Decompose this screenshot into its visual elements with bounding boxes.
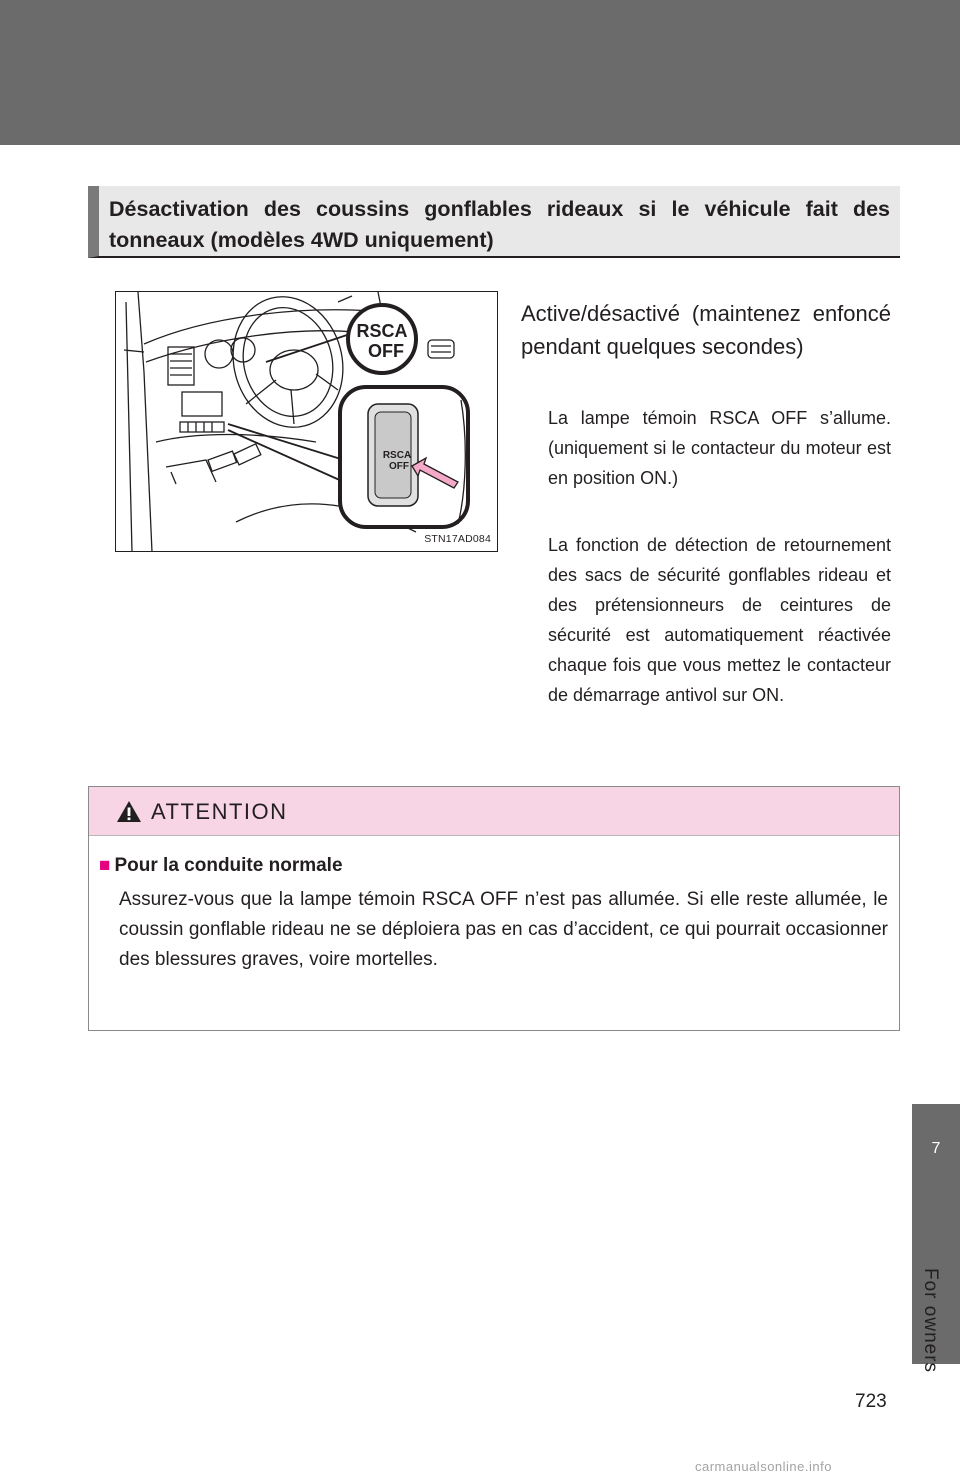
dashboard-illustration (115, 291, 498, 552)
figure-code: STN17AD084 (424, 533, 491, 545)
caution-item-text: Assurez-vous que la lampe témoin RSCA OFF n’est pas allumée. Si elle reste allumée, le coussin gonflable rideau ne se déploiera pas en cas d’accident, ce qui pourrait occasionner des blessures graves, voire mortelles. (119, 889, 888, 970)
section-heading: Désactivation des coussins gonflables rideaux si le véhicule fait des tonneaux (modèles 4WD uniquement) (88, 186, 900, 258)
callout-label-line1: RSCA (356, 321, 408, 341)
caution-item-title: Pour la conduite normale (114, 855, 343, 876)
instruction-text: Active/désactivé (maintenez enfoncé pendant quelques secondes) (521, 301, 891, 359)
caution-title: ATTENTION (151, 799, 288, 824)
watermark: carmanualsonline.info (695, 1459, 832, 1474)
header-band (0, 0, 960, 145)
dashboard-drawing (116, 292, 498, 552)
page-number: 723 (855, 1391, 887, 1412)
square-bullet-icon: ■ (99, 855, 111, 876)
caution-header (89, 787, 899, 836)
caution-box (88, 786, 900, 1031)
chapter-label: For owners (920, 1268, 941, 1374)
callout-label-line2: OFF (368, 341, 404, 361)
caution-item-heading (99, 855, 343, 877)
button-label-line2: OFF (389, 461, 409, 472)
button-label-line1: RSCA (382, 450, 412, 461)
warning-triangle-icon (116, 800, 142, 828)
instruction-note-1: La lampe témoin RSCA OFF s’allume. (uniquement si le contacteur du moteur est en position ON.) (548, 408, 891, 488)
chapter-number: 7 (931, 1140, 941, 1157)
instruction-note-2: La fonction de détection de retournement des sacs de sécurité gonflables rideau et des prétensionneurs de ceintures de sécurité est automatiquement réactivée chaque fois que vous mettez le contacteur de démarrage antivol sur ON. (548, 535, 891, 705)
